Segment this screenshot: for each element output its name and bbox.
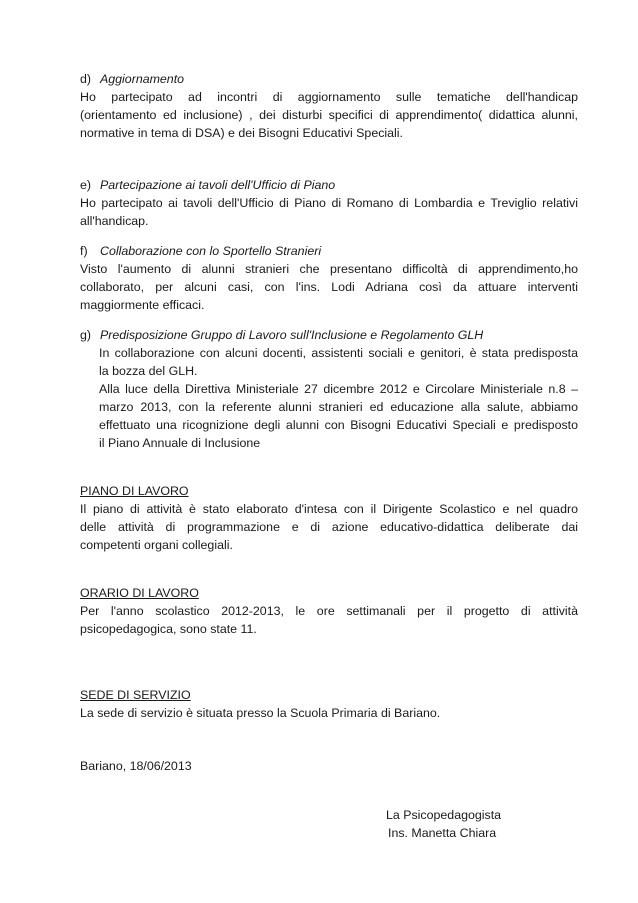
paragraph-line: normative in tema di DSA) e dei Bisogni Educativi Speciali. (80, 126, 403, 140)
section-tavoli (80, 176, 578, 230)
paragraph-line: In collaborazione con alcuni docenti, assistenti sociali e genitori, è stata predisposta (99, 346, 578, 360)
section-orario-di-lavoro (80, 584, 578, 638)
section-glh (80, 326, 578, 452)
paragraph-line: Ho partecipato ai tavoli dell'Ufficio di Piano di Romano di Lombardia e Treviglio relativi (80, 196, 578, 210)
paragraph-line: delle attività di programmazione e di azione educativo-didattica deliberate dai (80, 520, 578, 534)
section-title: Collaborazione con lo Sportello Stranieri (100, 244, 322, 258)
section-marker: f) (80, 244, 88, 258)
section-heading (80, 242, 578, 260)
paragraph-line: effettuato una ricognizione degli alunni con Bisogni Educativi Speciali e predisposto (99, 418, 578, 432)
paragraph-line: competenti organi collegiali. (80, 538, 233, 552)
section-title: Aggiornamento (100, 72, 185, 86)
section-title: Partecipazione ai tavoli dell'Ufficio di Piano (100, 178, 336, 192)
section-sede-di-servizio (80, 686, 578, 722)
section-sportello (80, 242, 578, 314)
paragraph-line: Visto l'aumento di alunni stranieri che presentano difficoltà di apprendimento,ho (80, 262, 578, 276)
date-line: Bariano, 18/06/2013 (80, 759, 192, 773)
paragraph-line: maggiormente efficaci. (80, 298, 205, 312)
section-marker: e) (80, 178, 92, 192)
paragraph-line: Per l'anno scolastico 2012-2013, le ore settimanali per il progetto di attività (80, 604, 578, 618)
section-heading (80, 70, 578, 88)
date-line-block (80, 757, 578, 775)
paragraph-line: la bozza del GLH. (99, 364, 198, 378)
section-title: ORARIO DI LAVORO (80, 586, 199, 600)
paragraph-line: all'handicap. (80, 214, 149, 228)
paragraph-line: marzo 2013, con la referente alunni stranieri ed educazione alla salute, abbiamo (99, 400, 578, 414)
paragraph-line: La sede di servizio è situata presso la Scuola Primaria di Bariano. (80, 706, 441, 720)
signature-name: Ins. Manetta Chiara (388, 826, 497, 840)
section-heading (80, 176, 578, 194)
paragraph-line: psicopedagogica, sono state 11. (80, 622, 257, 636)
paragraph-line: il Piano Annuale di Inclusione (99, 436, 261, 450)
paragraph-line: (orientamento ed inclusione) , dei disturbi specifici di apprendimento( didattica alunni, (80, 108, 578, 122)
paragraph-line: Il piano di attività è stato elaborato d'intesa con il Dirigente Scolastico e nel quadro (80, 502, 578, 516)
paragraph-line: collaborato, per alcuni casi, con l'ins. Lodi Adriana così da attuare interventi (80, 280, 578, 294)
section-title: PIANO DI LAVORO (80, 484, 189, 498)
signature-block (386, 806, 586, 842)
section-marker: g) (80, 328, 92, 342)
signature-role: La Psicopedagogista (386, 808, 502, 822)
section-piano-di-lavoro (80, 482, 578, 554)
section-aggiornamento (80, 70, 578, 142)
paragraph-line: Ho partecipato ad incontri di aggiornamento sulle tematiche dell'handicap (80, 90, 578, 104)
paragraph-line: Alla luce della Direttiva Ministeriale 27 dicembre 2012 e Circolare Ministeriale n.8 – (99, 382, 578, 396)
section-title: Predisposizione Gruppo di Lavoro sull'Inclusione e Regolamento GLH (100, 328, 484, 342)
section-title: SEDE DI SERVIZIO (80, 688, 191, 702)
section-marker: d) (80, 72, 92, 86)
section-heading (80, 326, 578, 344)
